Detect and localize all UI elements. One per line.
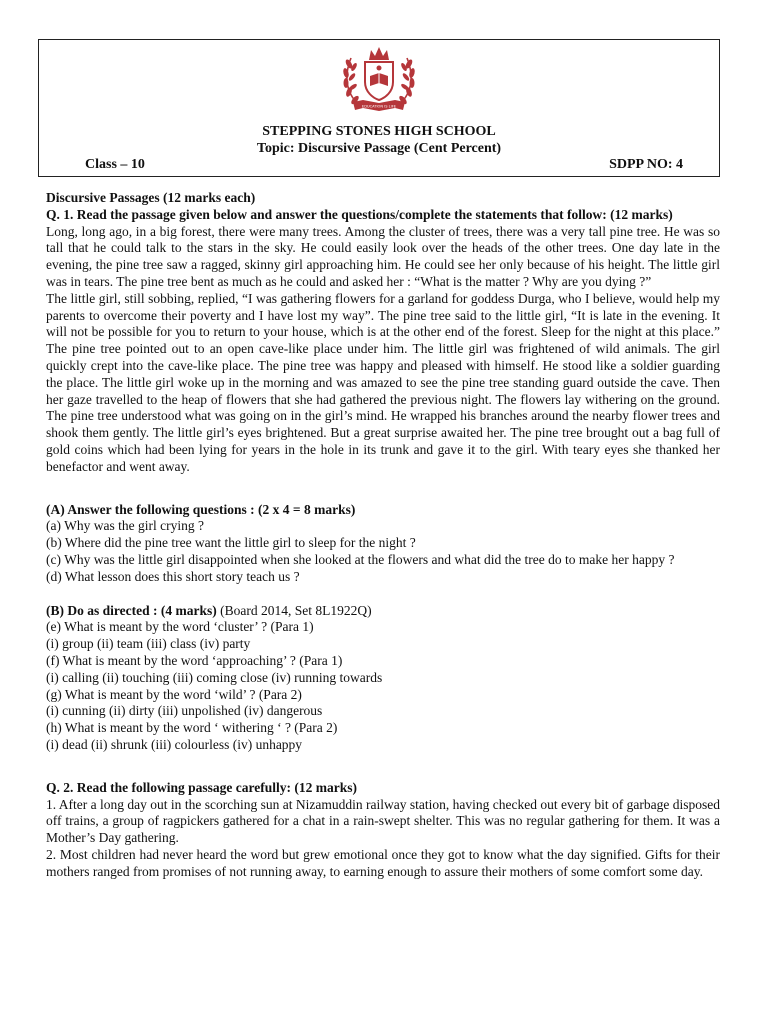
topic-title: Topic: Discursive Passage (Cent Percent): [256, 141, 502, 156]
section-heading: Discursive Passages (12 marks each): [46, 190, 256, 205]
header-box: [38, 39, 720, 177]
part-b-heading: (B) Do as directed : (4 marks): [46, 602, 217, 618]
school-crest-logo: [337, 42, 421, 120]
part-b-line: (i) group (ii) team (iii) class (iv) party: [46, 636, 251, 652]
q2-passage-paragraph-1: 1. After a long day out in the scorching sun at Nizamuddin railway station, having checked out every bit of garbage disposed off trains, a group of ragpickers gathered for a chat in a rain-swept shelter. This was no regular gathering for them. It was a Mother’s Day gathering.: [46, 796, 720, 846]
q2-heading: Q. 2. Read the following passage carefully: (12 marks): [46, 779, 357, 795]
part-b-line: (h) What is meant by the word ‘ withering ‘ ? (Para 2): [46, 720, 338, 736]
q1-passage-paragraph-2: The little girl, still sobbing, replied, “I was gathering flowers for a garland for goddess Durga, who I believe, would help my parents to overcome their poverty and I have lost my way”. The pine tree said to the little girl, “It is late in the evening. It will not be possible for you to return to your house, which is at the other end of the forest. Sleep for the night at this place.” The pine tree pointed out to an open cave-like place under him. The little girl was frightened of wild animals. The girl quickly crept into the cave-like place. The pine tree was happy and pleased with himself. He stood like a soldier guarding the place. The little girl woke up in the morning and was amazed to see the pine tree standing guard outside the cave. Then her gaze travelled to the heap of flowers that she had gathered the previous night. The flowers lay withering on the ground. The pine tree understood what was going on in the girl’s mind. He wrapped his branches around the nearby flower trees and shook them gently. The little girl’s eyes brightened. But a great surprise awaited her. The pine tree brought out a bag full of gold coins which had been lying for years in the hole in its trunk and gave it to the girl. With teary eyes she thanked her benefactor and went away.: [46, 290, 720, 474]
part-a-question: (b) Where did the pine tree want the little girl to sleep for the night ?: [46, 535, 416, 551]
part-a-question: (a) Why was the girl crying ?: [46, 518, 204, 534]
part-a-heading: (A) Answer the following questions : (2 x 4 = 8 marks): [46, 501, 356, 517]
spacer: [46, 476, 720, 502]
logo-motto-text: EDUCATION IS LIFE: [361, 104, 397, 109]
part-b-line: (i) cunning (ii) dirty (iii) unpolished (iv) dangerous: [46, 703, 323, 719]
part-b-line: (e) What is meant by the word ‘cluster’ ? (Para 1): [46, 619, 314, 635]
part-b-line: (g) What is meant by the word ‘wild’ ? (Para 2): [46, 686, 302, 702]
part-b-heading-line: [46, 603, 720, 620]
sdpp-number: SDPP NO: 4: [609, 157, 683, 172]
part-a-question: (d) What lesson does this short story teach us ?: [46, 568, 300, 584]
q1-heading: Q. 1. Read the passage given below and answer the questions/complete the statements that follow: (12 marks): [46, 206, 673, 222]
spacer: [46, 754, 720, 780]
q1-passage-paragraph-1: Long, long ago, in a big forest, there were many trees. Among the cluster of trees, there was a very tall pine tree. He was so tall that he could talk to the stars in the sky. He could easily look over the heads of the other trees. One day late in the evening, the pine tree saw a ragged, skinny girl approaching him. He could see her only because of his height. The little girl was in tears. The pine tree bent as much as he could and asked her : “What is the matter ? Why are you dying ?”: [46, 223, 720, 289]
q2-passage-paragraph-2: 2. Most children had never heard the word but grew emotional once they got to know what the day signified. Gifts for their mothers ranged from promises of not running away, to earning enough to assure their mothers of some comfort some day.: [46, 846, 720, 879]
part-b-line: (i) calling (ii) touching (iii) coming close (iv) running towards: [46, 669, 383, 685]
class-label: Class – 10: [85, 157, 145, 172]
spacer: [46, 586, 720, 603]
part-b-line: (f) What is meant by the word ‘approaching’ ? (Para 1): [46, 652, 343, 668]
part-b-line: (i) dead (ii) shrunk (iii) colourless (iv) unhappy: [46, 736, 303, 752]
part-a-question: (c) Why was the little girl disappointed when she looked at the flowers and what did the tree do to make her happy ?: [46, 551, 675, 567]
worksheet-content: [46, 190, 720, 880]
part-b-source: (Board 2014, Set 8L1922Q): [216, 602, 372, 618]
school-name: STEPPING STONES HIGH SCHOOL: [262, 124, 496, 139]
